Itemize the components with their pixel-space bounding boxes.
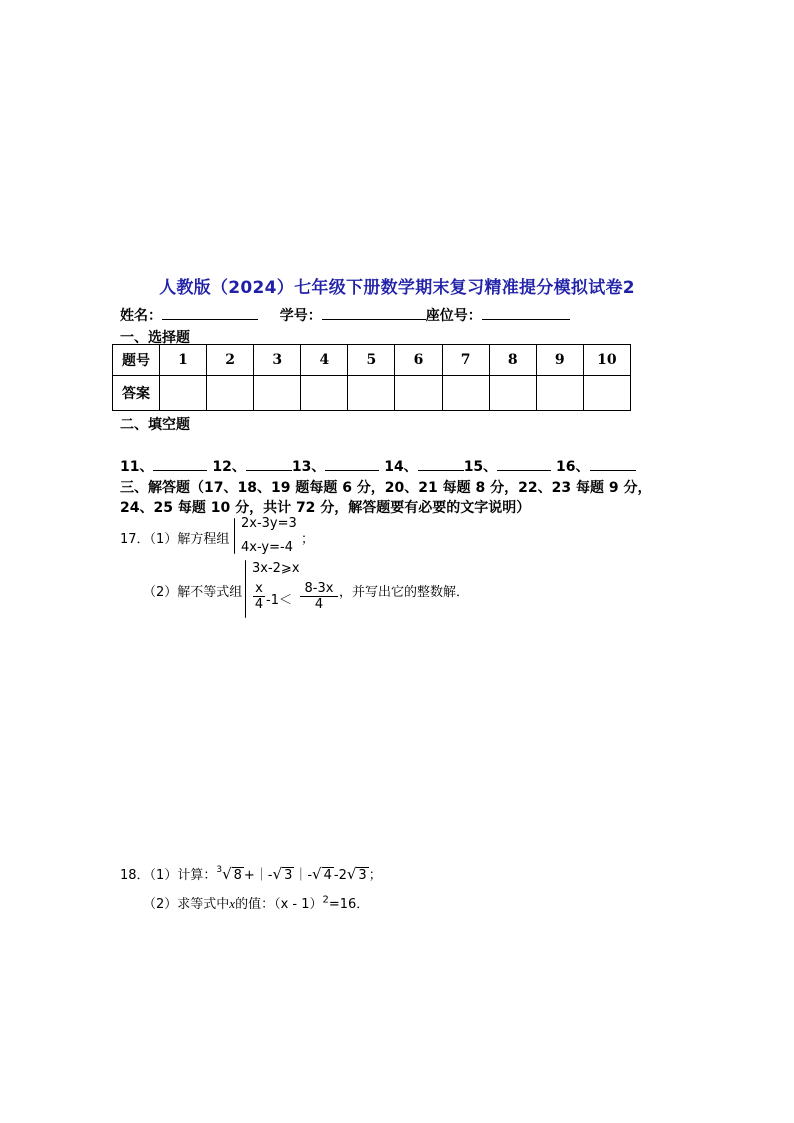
fraction-8-minus-3x-over-4 <box>300 581 338 612</box>
radical-icon: √ <box>346 865 357 883</box>
section3-heading-line1: 三、解答题（17、18、19 题每题 6 分，20、21 每题 8 分，22、23 每题 9 分， <box>120 480 652 496</box>
system-brace <box>234 518 235 554</box>
question-number: 4 <box>301 345 348 376</box>
section1-heading: 一、选择题 <box>120 330 190 346</box>
expr-plus-abs: +｜- <box>243 868 273 883</box>
fill-item-label: 16、 <box>556 459 590 475</box>
row-label-answer: 答案 <box>113 376 160 411</box>
seat-blank[interactable] <box>482 305 570 320</box>
fraction-denominator: 4 <box>300 596 338 612</box>
cube-root-radicand: 8 <box>233 868 242 883</box>
section2-heading: 二、填空题 <box>120 417 190 433</box>
q18-number: 18． <box>120 868 150 883</box>
radical-icon: √ <box>272 865 283 883</box>
answer-cell[interactable] <box>348 376 395 411</box>
q17-number: 17． <box>120 532 150 547</box>
radical-icon: √ <box>312 865 322 883</box>
page-title: 人教版（2024）七年级下册数学期末复习精准提分模拟试卷2 <box>159 278 635 298</box>
table-row <box>113 376 631 411</box>
answer-cell[interactable] <box>442 376 489 411</box>
student-info-line <box>120 305 570 325</box>
question-number: 3 <box>254 345 301 376</box>
question-number: 2 <box>207 345 254 376</box>
q17-part1-end: ； <box>301 532 315 547</box>
expr-abs-close: ｜- <box>294 868 313 883</box>
q17-part1-label: （1）解方程组 <box>149 532 230 547</box>
q17-part2-end: ，并写出它的整数解． <box>339 585 470 600</box>
fill-item-label: 15、 <box>463 459 498 475</box>
q18-part1-line <box>120 864 382 883</box>
name-blank[interactable] <box>162 305 258 320</box>
variable-x: x <box>229 896 236 911</box>
fraction-numerator: x <box>255 581 263 596</box>
question-number: 8 <box>489 345 536 376</box>
seat-label: 座位号： <box>425 308 482 324</box>
inequality-2-mid: -1＜ <box>266 593 292 608</box>
fraction-x-over-4 <box>253 581 265 612</box>
answer-cell[interactable] <box>536 376 583 411</box>
answer-cell[interactable] <box>395 376 442 411</box>
fraction-denominator: 4 <box>254 597 264 612</box>
q18-part1-label: （1）计算： <box>149 868 217 883</box>
answer-cell[interactable] <box>583 376 630 411</box>
question-number: 1 <box>160 345 207 376</box>
fill-blank[interactable] <box>325 456 379 471</box>
q18-part2-line <box>143 893 369 912</box>
sqrt-4-radicand: 4 <box>323 868 332 883</box>
answer-table <box>112 344 631 411</box>
q18-part1-end: ； <box>368 868 382 883</box>
q17-part1-line <box>120 528 229 547</box>
name-label: 姓名： <box>120 308 162 324</box>
section3-heading-line2: 24、25 每题 10 分，共计 72 分，解答题要有必要的文字说明） <box>120 500 531 516</box>
question-number: 5 <box>348 345 395 376</box>
inequality-1: 3x-2⩾x <box>252 561 300 576</box>
equation-1: 2x-3y=3 <box>241 516 297 531</box>
radical-icon: √ <box>222 865 232 883</box>
q18-part2-end: =16． <box>328 897 370 912</box>
expr-minus-2: -2 <box>333 868 347 883</box>
fill-blank[interactable] <box>497 456 551 471</box>
inequality-brace <box>245 560 246 618</box>
question-number: 7 <box>442 345 489 376</box>
question-number: 6 <box>395 345 442 376</box>
sqrt-3-radicand: 3 <box>284 868 293 883</box>
fill-blank[interactable] <box>153 456 207 471</box>
fill-item-label: 11、 <box>120 459 154 475</box>
answer-cell[interactable] <box>489 376 536 411</box>
exponent: 2 <box>322 894 329 906</box>
fraction-numerator: 8-3x <box>304 581 334 596</box>
fill-item-label: 14、 <box>384 459 418 475</box>
row-label-question: 题号 <box>113 345 160 376</box>
equation-2: 4x-y=-4 <box>241 540 293 555</box>
fill-blank[interactable] <box>418 456 464 471</box>
answer-cell[interactable] <box>207 376 254 411</box>
fill-in-line <box>120 456 636 476</box>
fill-blank[interactable] <box>246 456 292 471</box>
id-label: 学号： <box>279 308 322 324</box>
table-row <box>113 345 631 376</box>
q18-part2-label: （2）求等式中 <box>143 897 230 912</box>
answer-cell[interactable] <box>254 376 301 411</box>
fill-item-label: 13、 <box>291 459 326 475</box>
sqrt-3b-radicand: 3 <box>358 868 367 883</box>
fill-blank[interactable] <box>590 456 636 471</box>
answer-cell[interactable] <box>301 376 348 411</box>
q18-part2-mid: 的值：（x - 1） <box>235 897 323 912</box>
cube-root-index: 3 <box>216 864 223 875</box>
answer-cell[interactable] <box>160 376 207 411</box>
question-number: 10 <box>583 345 630 376</box>
fill-item-label: 12、 <box>212 459 246 475</box>
q17-part2-label: （2）解不等式组 <box>143 585 243 600</box>
id-blank[interactable] <box>322 305 426 320</box>
question-number: 9 <box>536 345 583 376</box>
